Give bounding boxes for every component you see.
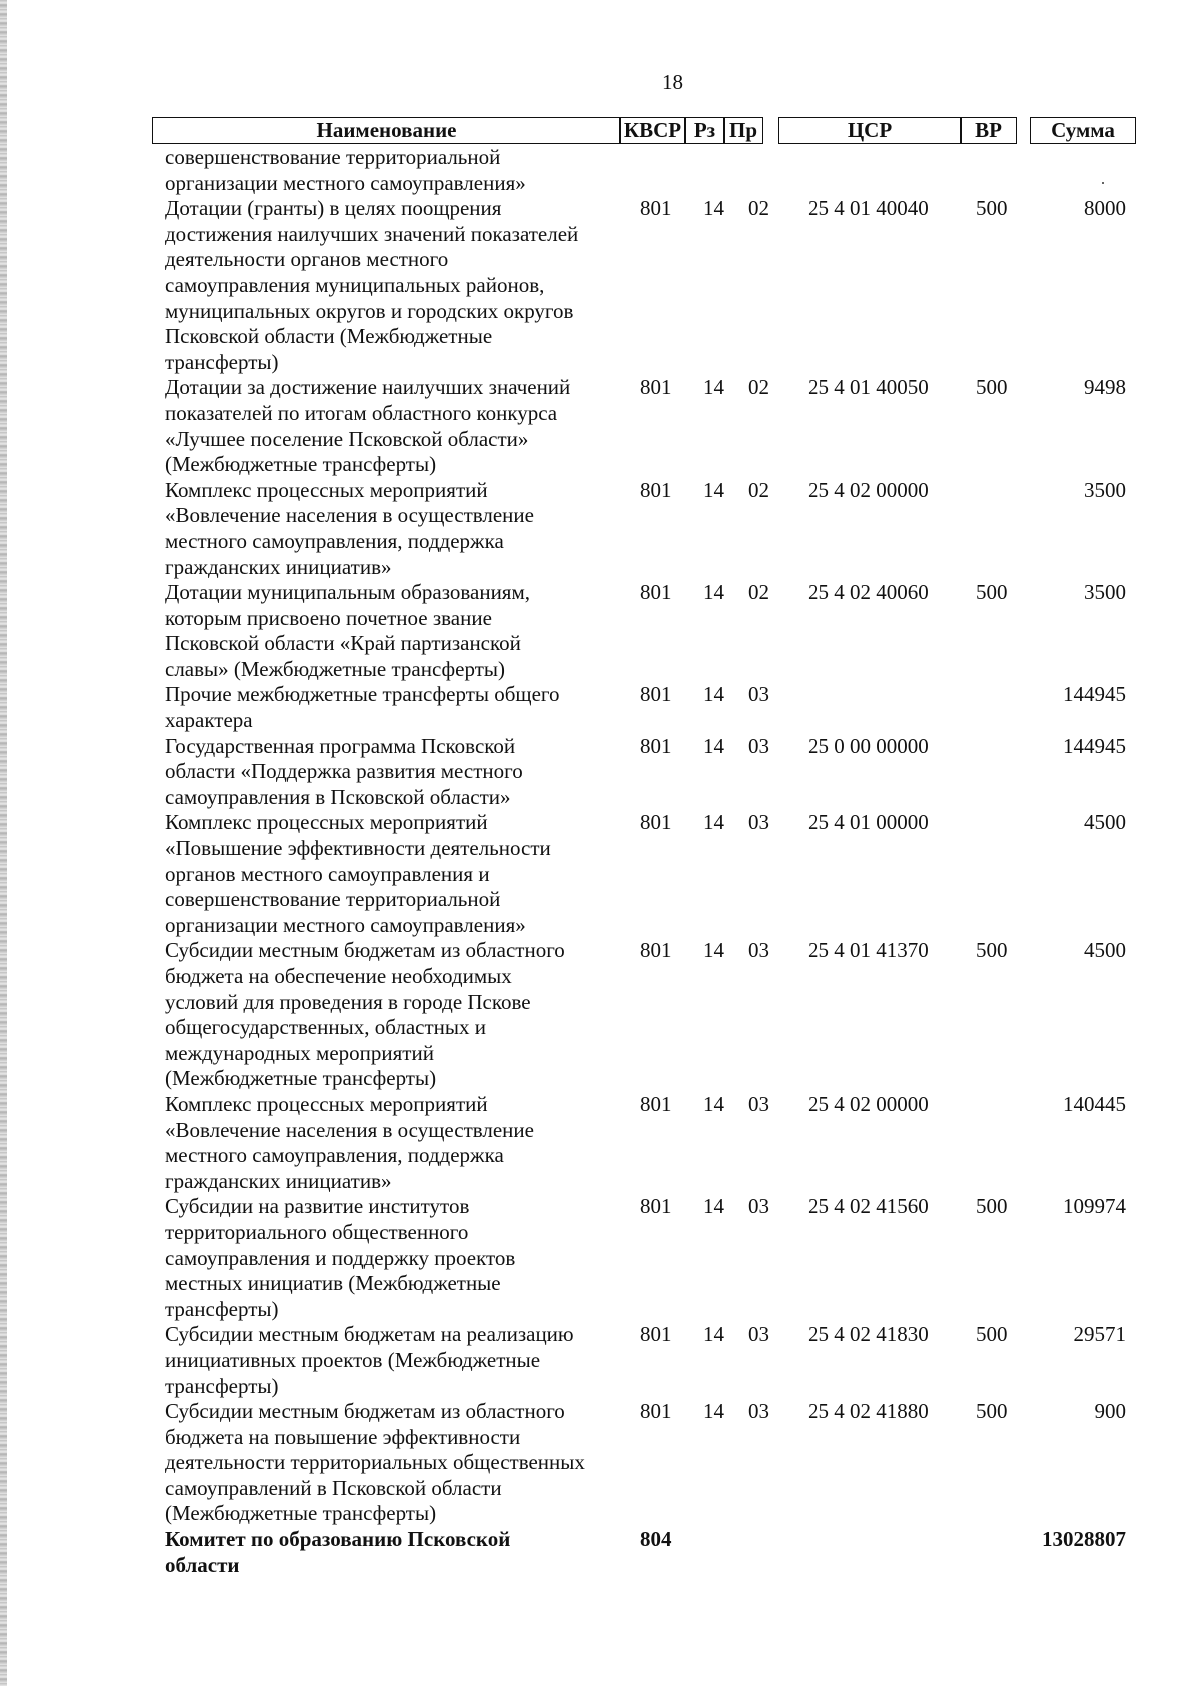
table-header (152, 117, 1136, 144)
row-sum: 109974 (1063, 1194, 1126, 1219)
row-name: Дотации (гранты) в целях поощрения достижения наилучших значений показателей деятельности органов местного самоуправления муниципальных районов, муниципальных округов и городских округов Псковской области (Межбюджетные трансферты) (165, 196, 579, 374)
row-vr: 500 (976, 375, 1008, 400)
row-name: Комплекс процессных мероприятий «Повышение эффективности деятельности органов местного самоуправления и совершенствование территориальной организации местного самоуправления» (165, 810, 551, 937)
row-rz: 14 (703, 477, 724, 502)
row-csr: 25 4 01 00000 (808, 810, 929, 835)
row-name: Субсидии местным бюджетам на реализацию инициативных проектов (Межбюджетные трансферты) (165, 1322, 574, 1398)
table-row (0, 682, 1200, 733)
row-kvsr: 801 (640, 1091, 672, 1116)
row-rz: 14 (703, 196, 724, 221)
row-pr: 03 (748, 1091, 769, 1116)
row-rz: 14 (703, 375, 724, 400)
table-row (0, 580, 1200, 682)
row-sum: 4500 (1084, 938, 1126, 963)
row-pr: 03 (748, 1194, 769, 1219)
row-sum: 13028807 (1042, 1527, 1126, 1552)
row-rz: 14 (703, 1399, 724, 1424)
row-pr: 03 (748, 1399, 769, 1424)
table-row (0, 1194, 1200, 1322)
row-pr: 03 (748, 733, 769, 758)
row-sum: 4500 (1084, 810, 1126, 835)
row-kvsr: 801 (640, 196, 672, 221)
row-pr: 02 (748, 477, 769, 502)
row-name: Комплекс процессных мероприятий «Вовлечение населения в осуществление местного самоуправления, поддержка гражданских инициатив» (165, 477, 534, 579)
row-vr: 500 (976, 1194, 1008, 1219)
row-sum: 29571 (1073, 1322, 1126, 1347)
table-row (0, 1527, 1200, 1578)
row-sum: 3500 (1084, 477, 1126, 502)
row-kvsr: 801 (640, 477, 672, 502)
row-csr: 25 4 02 00000 (808, 477, 929, 502)
header-kvsr: КВСР (619, 117, 686, 144)
row-csr: 25 4 02 41830 (808, 1322, 929, 1347)
row-pr: 02 (748, 375, 769, 400)
row-rz: 14 (703, 1091, 724, 1116)
row-rz: 14 (703, 1322, 724, 1347)
row-name: Субсидии местным бюджетам из областного бюджета на обеспечение необходимых условий для проведения в городе Пскове общегосударственных, областных и международных мероприятий (Межбюджетные трансферты) (165, 938, 565, 1091)
row-csr: 25 4 01 40040 (808, 196, 929, 221)
header-vr: ВР (960, 117, 1017, 144)
row-sum: 140445 (1063, 1091, 1126, 1116)
row-pr: 03 (748, 938, 769, 963)
row-name: Комплекс процессных мероприятий «Вовлечение населения в осуществление местного самоуправления, поддержка гражданских инициатив» (165, 1091, 534, 1193)
table-row (0, 1092, 1200, 1194)
row-name: Государственная программа Псковской области «Поддержка развития местного самоуправления в Псковской области» (165, 733, 523, 809)
row-pr: 03 (748, 682, 769, 707)
row-kvsr: 801 (640, 1194, 672, 1219)
row-kvsr: 804 (640, 1527, 672, 1552)
row-pr: 03 (748, 1322, 769, 1347)
table-row (0, 938, 1200, 1092)
row-sum: 3500 (1084, 580, 1126, 605)
row-kvsr: 801 (640, 1399, 672, 1424)
row-sum: 9498 (1084, 375, 1126, 400)
page-number: 18 (662, 70, 683, 94)
row-vr: 500 (976, 938, 1008, 963)
row-vr: 500 (976, 1399, 1008, 1424)
row-csr: 25 4 02 00000 (808, 1091, 929, 1116)
table-row (0, 145, 1200, 196)
header-csr: ЦСР (778, 117, 962, 144)
row-kvsr: 801 (640, 375, 672, 400)
row-sum: 144945 (1063, 733, 1126, 758)
row-sum: 900 (1094, 1399, 1126, 1424)
row-vr: 500 (976, 580, 1008, 605)
row-sum: 8000 (1084, 196, 1126, 221)
row-name: Субсидии местным бюджетам из областного бюджета на повышение эффективности деятельности территориальных общественных самоуправлений в Псковской области (Межбюджетные трансферты) (165, 1399, 585, 1526)
row-csr: 25 4 01 40050 (808, 375, 929, 400)
row-pr: 02 (748, 580, 769, 605)
row-name: Комитет по образованию Псковской области (165, 1527, 511, 1577)
row-vr: 500 (976, 1322, 1008, 1347)
row-vr: 500 (976, 196, 1008, 221)
table-row (0, 196, 1200, 375)
row-csr: 25 0 00 00000 (808, 733, 929, 758)
row-kvsr: 801 (640, 938, 672, 963)
row-csr: 25 4 01 41370 (808, 938, 929, 963)
row-kvsr: 801 (640, 1322, 672, 1347)
row-rz: 14 (703, 580, 724, 605)
row-rz: 14 (703, 810, 724, 835)
row-rz: 14 (703, 733, 724, 758)
row-name: Прочие межбюджетные трансферты общего характера (165, 682, 560, 733)
table-row (0, 734, 1200, 811)
header-pr: Пр (723, 117, 763, 144)
row-pr: 03 (748, 810, 769, 835)
row-name: Субсидии на развитие институтов территориального общественного самоуправления и поддержку проектов местных инициатив (Межбюджетные трансферты) (165, 1194, 516, 1321)
header-sum: Сумма (1030, 117, 1136, 144)
row-rz: 14 (703, 682, 724, 707)
row-csr: 25 4 02 41880 (808, 1399, 929, 1424)
table-row (0, 1399, 1200, 1527)
row-csr: 25 4 02 40060 (808, 580, 929, 605)
table-row (0, 810, 1200, 938)
row-kvsr: 801 (640, 580, 672, 605)
table-body (0, 145, 1200, 1578)
row-kvsr: 801 (640, 733, 672, 758)
row-rz: 14 (703, 1194, 724, 1219)
row-name: Дотации муниципальным образованиям, которым присвоено почетное звание Псковской области «Край партизанской славы» (Межбюджетные трансферты) (165, 580, 531, 681)
row-pr: 02 (748, 196, 769, 221)
table-row (0, 1322, 1200, 1399)
row-kvsr: 801 (640, 810, 672, 835)
header-rz: Рз (684, 117, 725, 144)
header-name: Наименование (152, 117, 621, 144)
row-name: Дотации за достижение наилучших значений показателей по итогам областного конкурса «Лучшее поселение Псковской области» (Межбюджетные трансферты) (165, 375, 571, 477)
row-sum: 144945 (1063, 682, 1126, 707)
table-row (0, 478, 1200, 580)
row-kvsr: 801 (640, 682, 672, 707)
table-row (0, 375, 1200, 477)
row-csr: 25 4 02 41560 (808, 1194, 929, 1219)
row-rz: 14 (703, 938, 724, 963)
row-name: совершенствование территориальной организации местного самоуправления» (165, 145, 526, 195)
